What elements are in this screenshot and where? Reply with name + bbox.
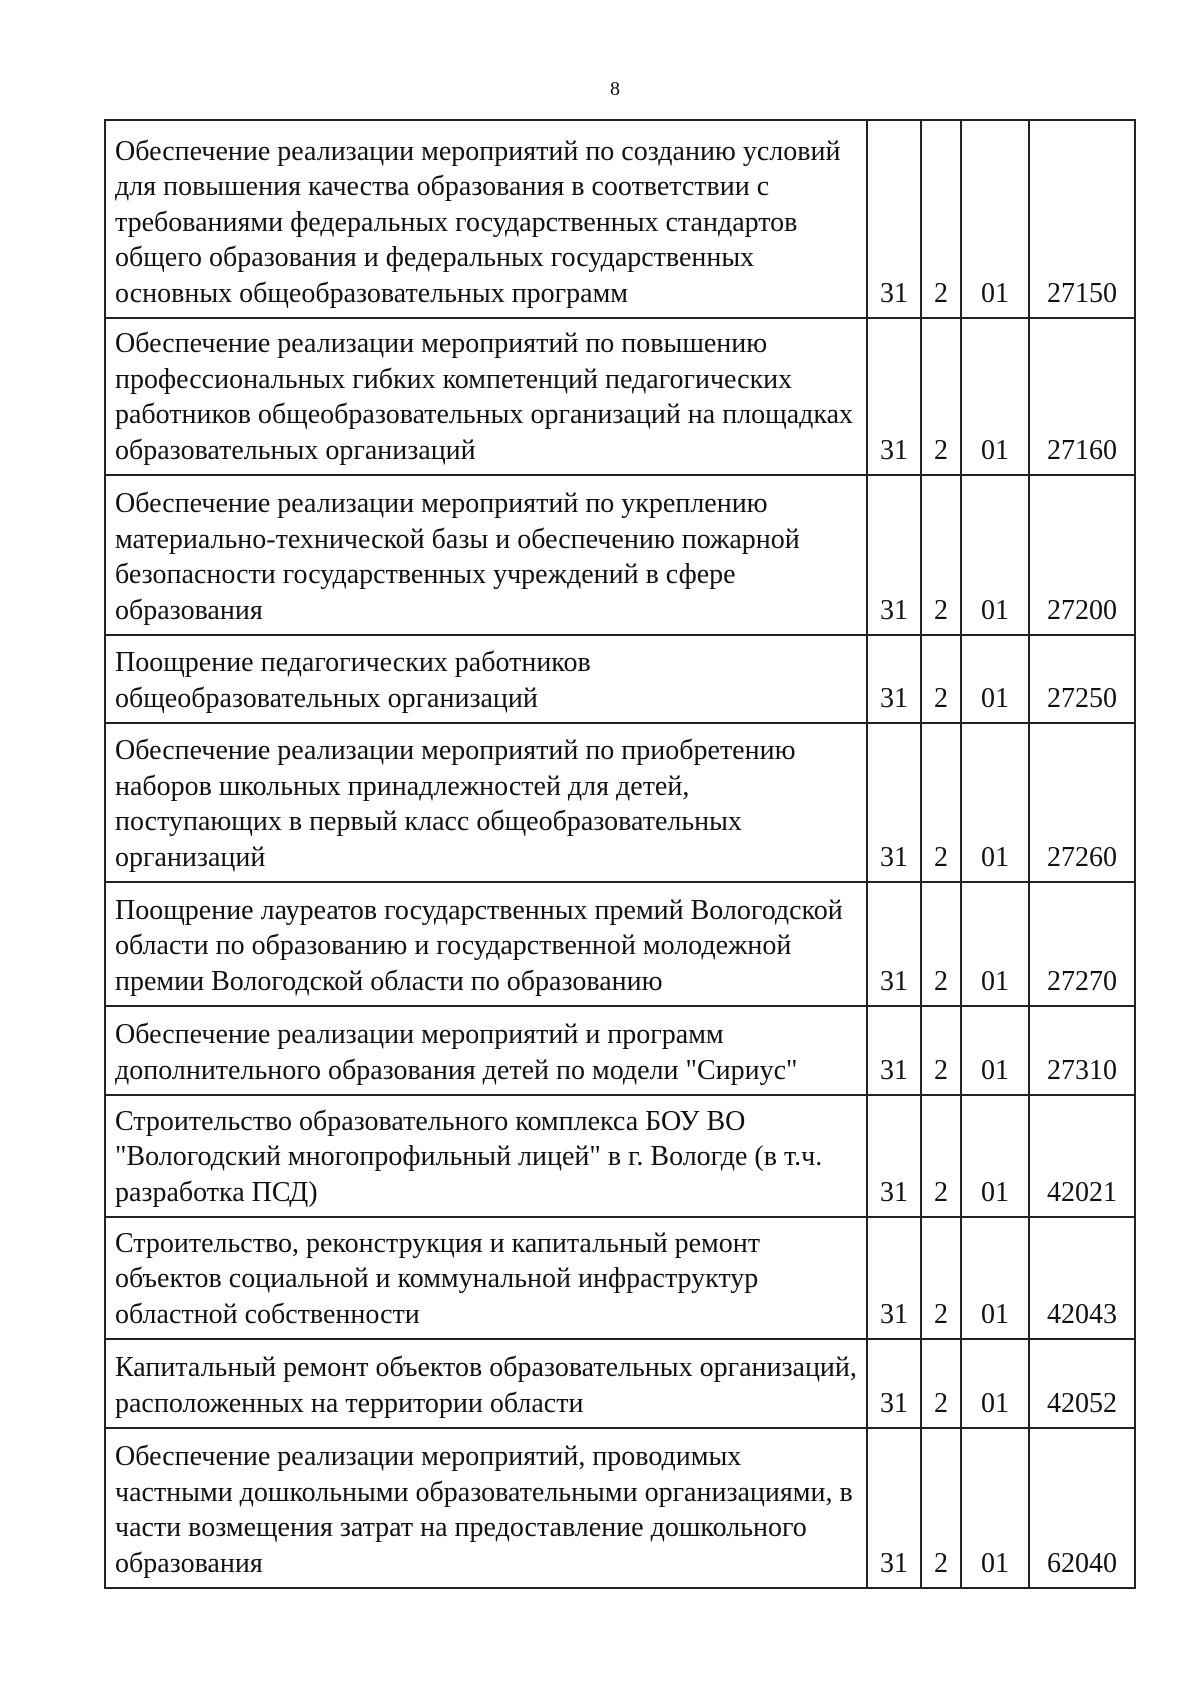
page-number: 8 — [610, 78, 620, 100]
table-row — [105, 635, 1135, 723]
code-main-activity: 01 — [961, 1339, 1029, 1428]
code-program: 31 — [867, 1339, 921, 1428]
code-direction: 27200 — [1029, 475, 1135, 635]
code-direction: 27160 — [1029, 318, 1135, 475]
code-direction: 62040 — [1029, 1428, 1135, 1588]
row-description: Обеспечение реализации мероприятий по приобретению наборов школьных принадлежностей для детей, поступающих в первый класс общеобразовательных организаций — [105, 723, 867, 882]
code-main-activity: 01 — [961, 475, 1029, 635]
table-row — [105, 723, 1135, 882]
code-program: 31 — [867, 1217, 921, 1339]
code-direction: 42021 — [1029, 1095, 1135, 1217]
code-main-activity: 01 — [961, 1217, 1029, 1339]
table-row — [105, 1428, 1135, 1588]
table-row — [105, 882, 1135, 1006]
code-program: 31 — [867, 318, 921, 475]
code-direction: 27150 — [1029, 120, 1135, 318]
row-description: Обеспечение реализации мероприятий, проводимых частными дошкольными образовательными организациями, в части возмещения затрат на предоставление дошкольного образования — [105, 1428, 867, 1588]
code-direction: 27260 — [1029, 723, 1135, 882]
code-subprogram: 2 — [921, 1428, 961, 1588]
code-main-activity: 01 — [961, 882, 1029, 1006]
code-main-activity: 01 — [961, 1006, 1029, 1095]
table-row — [105, 1339, 1135, 1428]
code-direction: 27270 — [1029, 882, 1135, 1006]
table-row — [105, 318, 1135, 475]
code-subprogram: 2 — [921, 475, 961, 635]
code-program: 31 — [867, 723, 921, 882]
table-row — [105, 475, 1135, 635]
code-direction: 27250 — [1029, 635, 1135, 723]
code-subprogram: 2 — [921, 120, 961, 318]
code-subprogram: 2 — [921, 1095, 961, 1217]
table-row — [105, 1006, 1135, 1095]
code-program: 31 — [867, 635, 921, 723]
code-main-activity: 01 — [961, 635, 1029, 723]
code-main-activity: 01 — [961, 120, 1029, 318]
row-description: Обеспечение реализации мероприятий по созданию условий для повышения качества образования в соответствии с требованиями федеральных государственных стандартов общего образования и федеральных государственных основных общеобразовательных программ — [105, 120, 867, 318]
code-program: 31 — [867, 882, 921, 1006]
row-description: Строительство, реконструкция и капитальный ремонт объектов социальной и коммунальной инфраструктур областной собственности — [105, 1217, 867, 1339]
row-description: Обеспечение реализации мероприятий по укреплению материально-технической базы и обеспечению пожарной безопасности государственных учреждений в сфере образования — [105, 475, 867, 635]
row-description: Капитальный ремонт объектов образовательных организаций, расположенных на территории области — [105, 1339, 867, 1428]
code-program: 31 — [867, 475, 921, 635]
code-program: 31 — [867, 1428, 921, 1588]
code-subprogram: 2 — [921, 1339, 961, 1428]
code-main-activity: 01 — [961, 1095, 1029, 1217]
row-description: Поощрение педагогических работников общеобразовательных организаций — [105, 635, 867, 723]
code-subprogram: 2 — [921, 723, 961, 882]
code-main-activity: 01 — [961, 1428, 1029, 1588]
code-subprogram: 2 — [921, 318, 961, 475]
code-subprogram: 2 — [921, 635, 961, 723]
row-description: Обеспечение реализации мероприятий по повышению профессиональных гибких компетенций педагогических работников общеобразовательных организаций на площадках образовательных организаций — [105, 318, 867, 475]
table-row — [105, 1217, 1135, 1339]
code-subprogram: 2 — [921, 1006, 961, 1095]
table-row — [105, 1095, 1135, 1217]
code-subprogram: 2 — [921, 1217, 961, 1339]
row-description: Строительство образовательного комплекса БОУ ВО "Вологодский многопрофильный лицей" в г. Вологде (в т.ч. разработка ПСД) — [105, 1095, 867, 1217]
code-direction: 27310 — [1029, 1006, 1135, 1095]
code-program: 31 — [867, 120, 921, 318]
code-subprogram: 2 — [921, 882, 961, 1006]
code-direction: 42043 — [1029, 1217, 1135, 1339]
row-description: Обеспечение реализации мероприятий и программ дополнительного образования детей по модели "Сириус" — [105, 1006, 867, 1095]
budget-classification-table — [104, 119, 1136, 1589]
code-program: 31 — [867, 1006, 921, 1095]
code-direction: 42052 — [1029, 1339, 1135, 1428]
code-main-activity: 01 — [961, 723, 1029, 882]
code-main-activity: 01 — [961, 318, 1029, 475]
table-row — [105, 120, 1135, 318]
row-description: Поощрение лауреатов государственных премий Вологодской области по образованию и государственной молодежной премии Вологодской области по образованию — [105, 882, 867, 1006]
code-program: 31 — [867, 1095, 921, 1217]
